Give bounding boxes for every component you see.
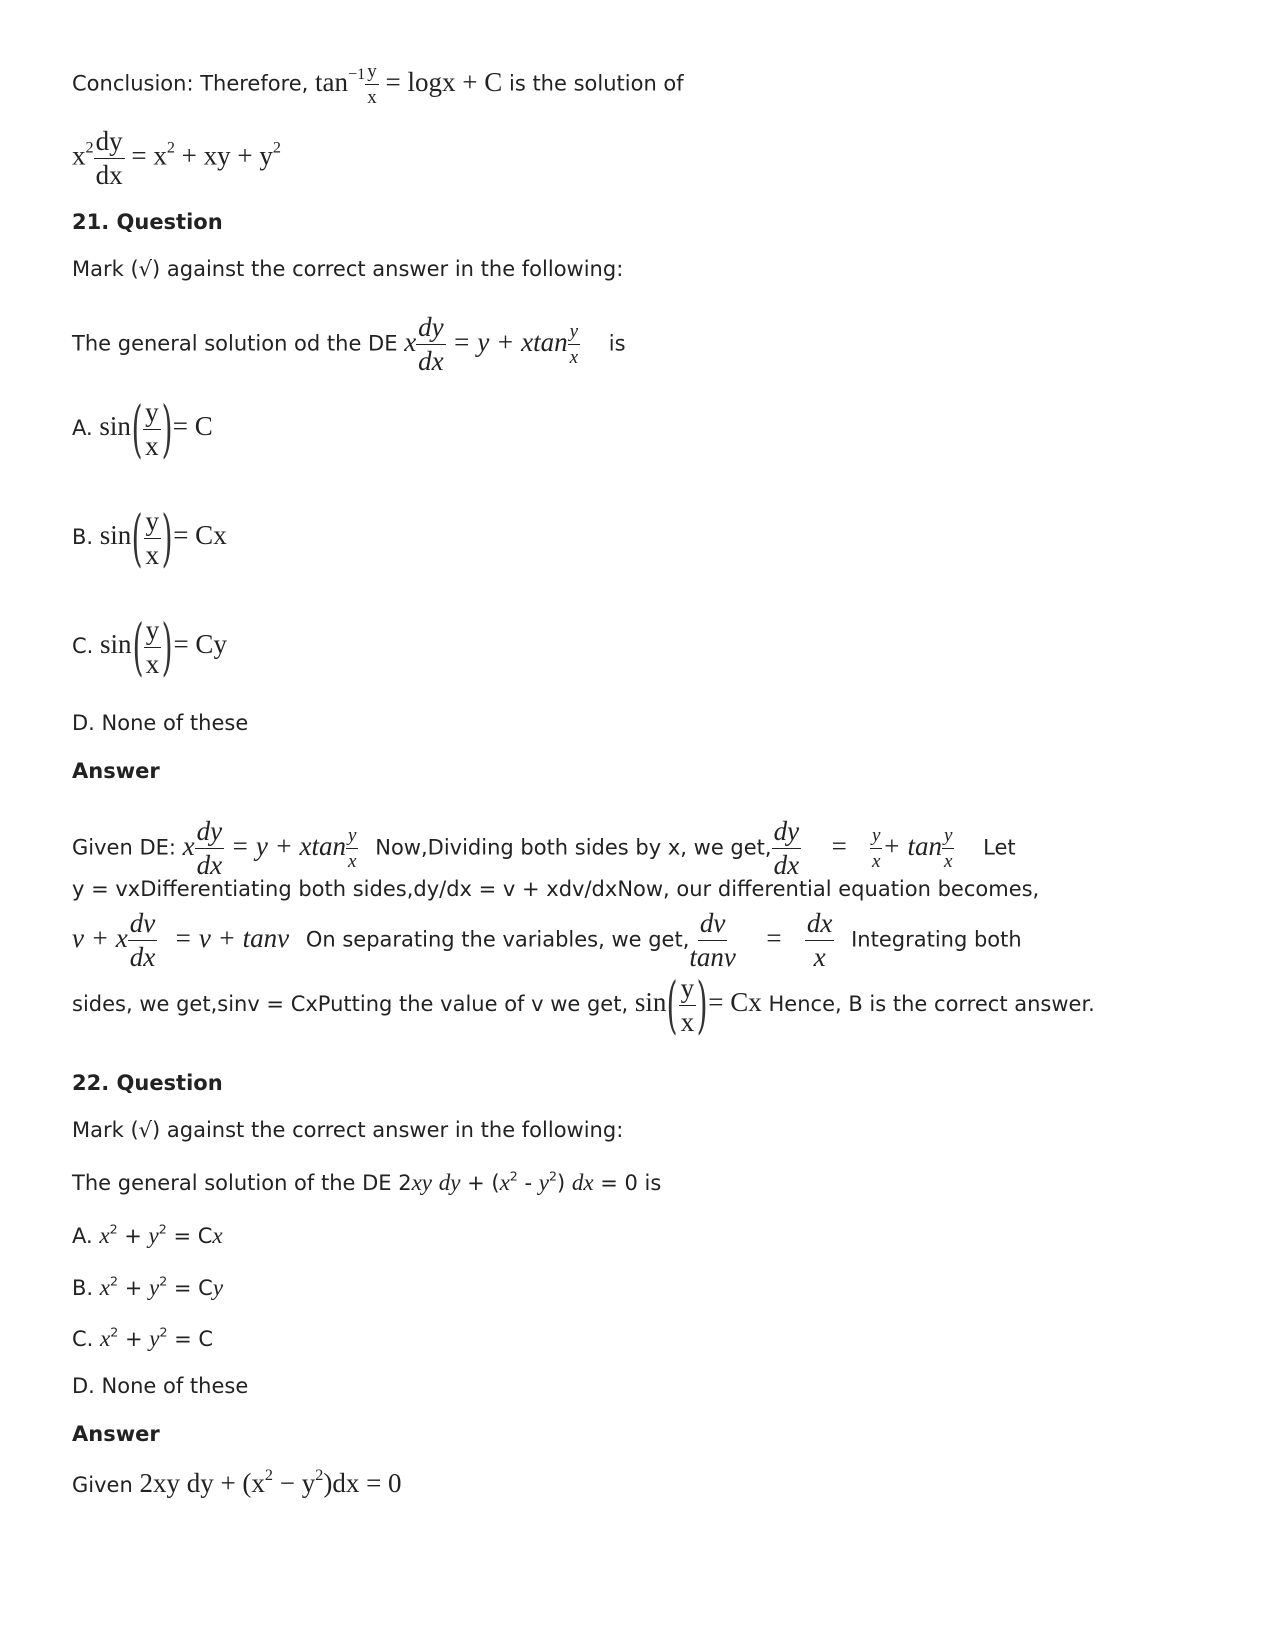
conclusion-text: Conclusion: Therefore, — [72, 71, 309, 96]
q22-option-c[interactable]: C. $x^2 + y^2 = C$ — [72, 1324, 214, 1351]
q22-option-d[interactable]: D. None of these — [72, 1374, 249, 1398]
q22-given-line: Given 2xy dy + $(x^2 - y^2)dx = 0$ — [72, 1465, 402, 1498]
q21-prompt: The general solution od the DE x $\frac{dy}{dx}$ = y + xtan $\frac{y}{x}$ is — [72, 312, 626, 376]
y-over-x-fraction: $\frac{y}{x}$ — [367, 61, 377, 108]
solution-of-text: is the solution of — [509, 71, 684, 96]
q22-answer-heading: Answer — [72, 1422, 160, 1446]
q21-answer-line-3: v + x $\frac{dv}{dx}$ = v + tanv On separating the variables, we get, $\frac{dv}{\tan v}$ = $\frac{dx}{x}$ Integrating both — [72, 908, 1022, 972]
q21-answer-heading: Answer — [72, 759, 160, 783]
q21-prompt-equation: x $\frac{dy}{dx}$ = y + xtan $\frac{y}{x}$ — [404, 312, 579, 376]
dy-dx-fraction: $\frac{dy}{dx}$ — [95, 126, 123, 190]
q21-instruction: Mark (√) against the correct answer in the following: — [72, 257, 624, 281]
q22-option-b[interactable]: B. $x^2 + y^2 = Cy$ — [72, 1273, 224, 1300]
conclusion-de-equation: $x^2$ $\frac{dy}{dx}$ = $x^2$ + xy + $y^2$ — [72, 126, 281, 190]
q22-heading: 22. Question — [72, 1071, 223, 1095]
q22-prompt: The general solution of the DE 2xy dy + $(x^2 - y^2)$ dx = 0 is — [72, 1168, 662, 1195]
conclusion-line — [72, 62, 684, 107]
q21-option-c[interactable]: C. sin ( y x ) = Cy — [72, 610, 227, 683]
q21-answer-line-1: Given DE: x $\frac{dy}{dx}$ = y + xtan $\frac{y}{x}$ Now,Dividing both sides by x, we get, $\frac{dy}{dx}$ = $\frac{y}{x}$ + tan $\frac{y}{x}$ Let — [72, 816, 1016, 880]
q21-answer-line-4: sides, we get,sinv = CxPutting the value of v we get, sin ( y x ) = Cx Hence, B is the correct answer. — [72, 968, 1095, 1041]
q22-option-a[interactable]: A. $x^2 + y^2 = Cx$ — [72, 1221, 223, 1248]
q21-option-a[interactable]: A. sin ( y x ) = C — [72, 392, 213, 465]
q21-option-b[interactable]: B. sin ( y x ) = Cx — [72, 501, 227, 574]
q21-answer-line-2: y = vxDifferentiating both sides,dy/dx = v + xdv/dxNow, our differential equation becomes, — [72, 877, 1040, 901]
q21-heading: 21. Question — [72, 210, 223, 234]
q21-option-d[interactable]: D. None of these — [72, 711, 249, 735]
q22-instruction: Mark (√) against the correct answer in the following: — [72, 1118, 624, 1142]
conclusion-expression: $\tan^{-1}$ $\frac{y}{x}$ = logx + C — [315, 61, 503, 108]
